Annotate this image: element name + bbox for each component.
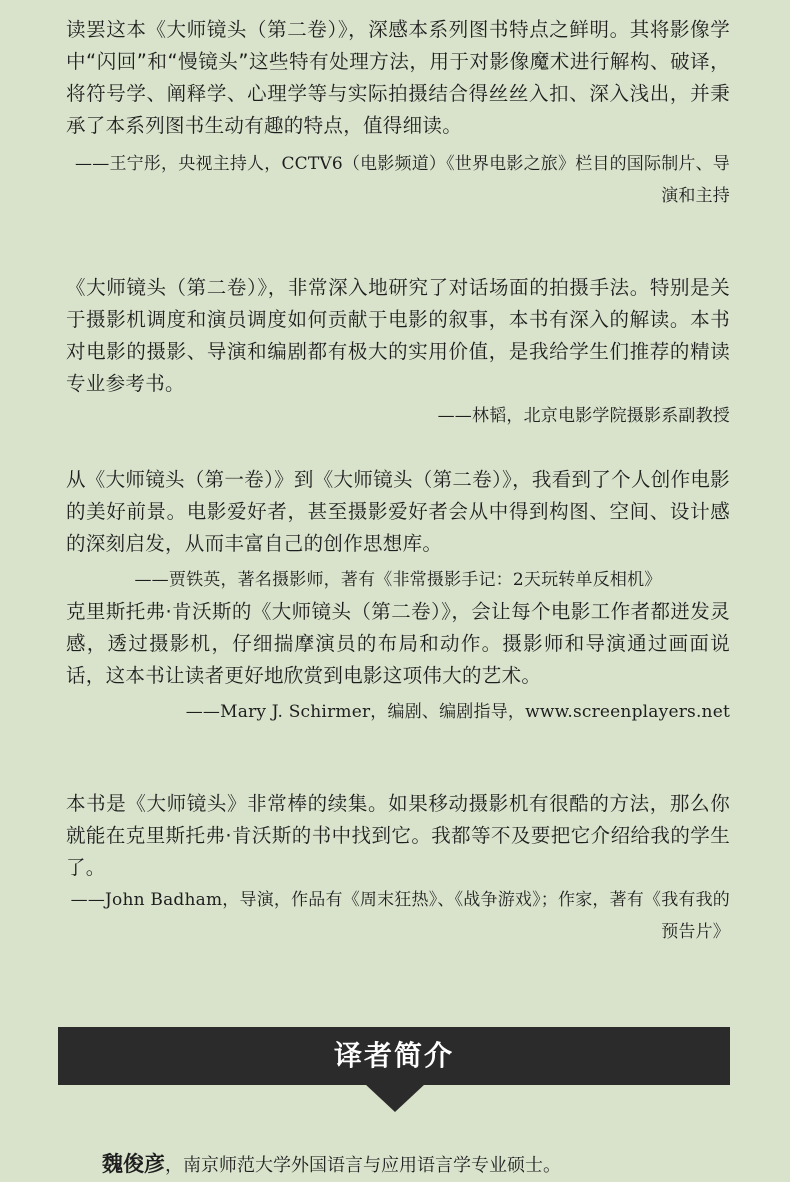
translator-intro: [102, 1148, 561, 1182]
review-text: 本书是《大师镜头》非常棒的续集。如果移动摄影机有很酷的方法，那么你就能在克里斯托弗·肯沃斯的书中找到它。我都等不及要把它介绍给我的学生了。: [66, 792, 730, 879]
review-3: [66, 464, 730, 728]
review-attribution: ——林韬，北京电影学院摄影系副教授: [437, 406, 730, 426]
review-attribution: ——John Badham，导演，作品有《周末狂热》、《战争游戏》；作家，著有《我有我的预告片》: [70, 890, 730, 942]
review-text: 《大师镜头（第二卷）》，非常深入地研究了对话场面的拍摄手法。特别是关于摄影机调度和演员调度如何贡献于电影的叙事，本书有深入的解读。本书对电影的摄影、导演和编剧都有极大的实用价值，是我给学生们推荐的精读专业参考书。: [66, 276, 730, 395]
banner-pointer: [365, 1084, 425, 1112]
review-4: [66, 788, 730, 948]
section-banner: [58, 1027, 730, 1085]
section-title: 译者简介: [333, 1039, 454, 1072]
review-text: 从《大师镜头（第一卷）》到《大师镜头（第二卷）》，我看到了个人创作电影的美好前景。电影爱好者，甚至摄影爱好者会从中得到构图、空间、设计感的深刻启发，从而丰富自己的创作思想库。: [66, 468, 730, 555]
review-attribution-2: ——Mary J. Schirmer，编剧、编剧指导，www.screenplayers.net: [185, 702, 730, 722]
review-2: [66, 272, 730, 432]
translator-name: 魏俊彦: [102, 1152, 165, 1176]
translator-description: ，南京师范大学外国语言与应用语言学专业硕士。: [165, 1155, 561, 1176]
review-1: [66, 14, 730, 212]
review-text-2: 克里斯托弗·肯沃斯的《大师镜头（第二卷）》，会让每个电影工作者都迸发灵感，透过摄影机，仔细揣摩演员的布局和动作。摄影师和导演通过画面说话，这本书让读者更好地欣赏到电影这项伟大的艺术。: [66, 600, 730, 687]
review-attribution: ——贾铁英，著名摄影师，著有《非常摄影手记：2天玩转单反相机》: [134, 570, 662, 590]
review-text: 读罢这本《大师镜头（第二卷）》，深感本系列图书特点之鲜明。其将影像学中“闪回”和“慢镜头”这些特有处理方法，用于对影像魔术进行解构、破译，将符号学、阐释学、心理学等与实际拍摄结合得丝丝入扣、深入浅出，并秉承了本系列图书生动有趣的特点，值得细读。: [66, 18, 730, 137]
review-attribution: ——王宁彤，央视主持人，CCTV6（电影频道）《世界电影之旅》栏目的国际制片、导演和主持: [75, 154, 730, 206]
